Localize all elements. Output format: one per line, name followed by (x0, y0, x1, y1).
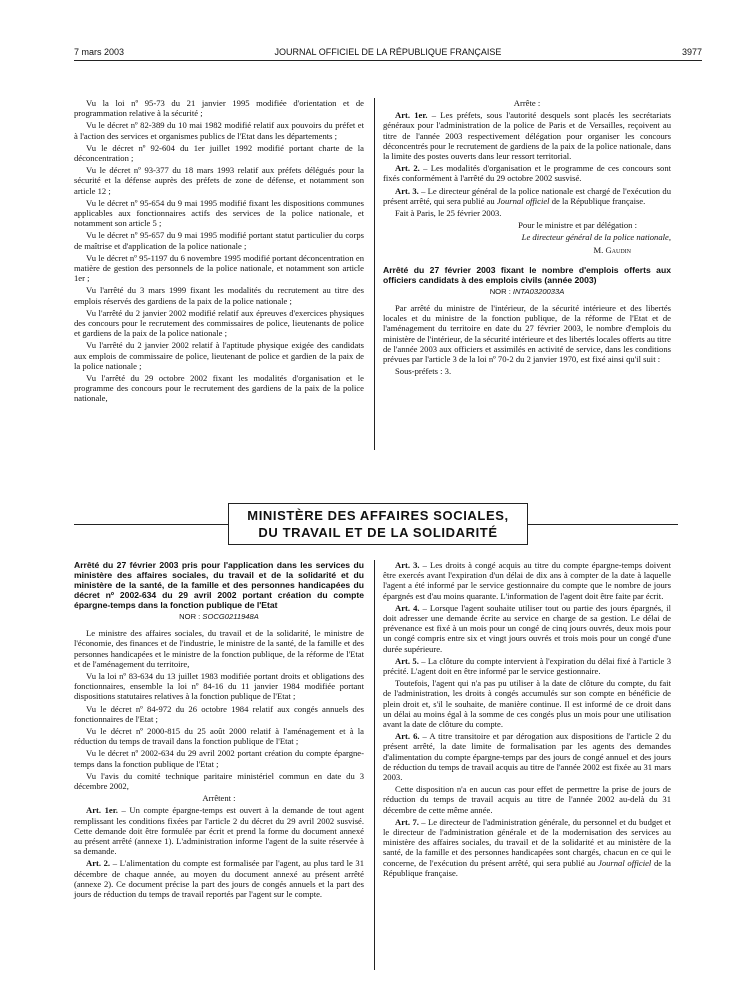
article-2 (74, 858, 364, 899)
arrete-title: Arrêté du 27 février 2003 fixant le nombre d'emplois offerts aux officiers candidats à des emplois civils (année 2003) (383, 264, 671, 285)
article-label: Art. 2. (86, 858, 111, 869)
article-text: – La clôture du compte intervient à l'expiration du délai fixé à l'article 3 précité. L'agent doit en être informé par le service gestionnaire. (383, 655, 671, 677)
nor-label: NOR : (179, 612, 203, 621)
ministry-rule-left (74, 524, 228, 525)
arretent-heading: Arrêtent : (202, 793, 236, 804)
header-page-number: 3977 (681, 47, 702, 57)
column-divider-bottom (374, 560, 375, 970)
visa-paragraph: Vu l'avis du comité technique paritaire ministériel commun en date du 3 décembre 2002, (74, 770, 364, 792)
article-text: de la République française. (383, 857, 671, 878)
visa-paragraph: Vu la loi nº 95-73 du 21 janvier 1995 modifiée d'orientation et de programmation relative à la sécurité ; (74, 98, 364, 119)
header-date: 7 mars 2003 (74, 47, 125, 57)
article-label: Art. 4. (395, 602, 420, 613)
article-label: Art. 1er. (395, 110, 428, 121)
visa-paragraph: Vu l'arrêté du 3 mars 1999 fixant les modalités du recrutement au titre des emplois réservés des gardiens de la paix de la police nationale ; (74, 285, 364, 306)
bottom-left-column (74, 560, 364, 901)
article-7 (383, 817, 671, 878)
visa-paragraph: Vu l'arrêté du 2 janvier 2002 modifié relatif aux épreuves d'exercices physiques des concours pour le recrutement des commissaires de police, lieutenants de police et gardiens de la paix de la police nationale ; (74, 307, 364, 339)
article-1 (74, 805, 364, 856)
article-label: Art. 7. (395, 816, 419, 827)
arrete-heading: Arrête : (513, 98, 541, 108)
visa-paragraph: Vu le décret nº 95-657 du 9 mai 1995 modifié portant statut particulier du corps de maîtrise et d'application de la police nationale ; (74, 230, 364, 251)
ministry-rule-right (528, 524, 678, 525)
nor-reference (74, 612, 364, 622)
top-left-column (74, 98, 364, 406)
article-label: Art. 3. (395, 185, 419, 196)
ministers-intro: Le ministre des affaires sociales, du travail et de la solidarité, le ministre de l'économie, des finances et de l'industrie, le ministre de la santé, de la famille et des personnes handicapées et le ministre de la fonction publique, de la réforme de l'Etat et de l'aménagement du territoire, (74, 628, 364, 669)
article-label: Art. 6. (395, 731, 420, 742)
article-text: – Les modalités d'organisation et le programme de ces concours sont fixés conformément à l'arrêté du 29 octobre 2002 susvisé. (383, 163, 672, 184)
delegation-line: Pour le ministre et par délégation : (518, 220, 637, 231)
header-journal-title: JOURNAL OFFICIEL DE LA RÉPUBLIQUE FRANÇAISE (274, 47, 502, 57)
article-label: Art. 2. (395, 163, 420, 174)
article-text: – L'alimentation du compte est formalisée par l'agent, au plus tard le 31 décembre de chaque année, au moyen du document annexé au présent arrêté (annexe 2). Ce document précise la part des jours de congés annuels et la part des jours de réduction du temps de travail reportés par l'agent sur le compte. (74, 858, 365, 900)
fait-a-paris: Fait à Paris, le 25 février 2003. (395, 208, 502, 219)
article-5 (383, 656, 671, 676)
article-4 (383, 603, 671, 654)
nor-code: SOCG0211948A (202, 612, 259, 621)
journal-officiel-ref: Journal officiel (496, 195, 550, 206)
article-text: – Le directeur général de la police nationale est chargé de l'exécution du présent arrêté, qui sera publié au (383, 185, 671, 206)
article-1 (383, 110, 671, 161)
article-text: – Le directeur de l'administration générale, du personnel et du budget et le directeur de l'administration générale et de la modernisation des services au ministère des affaires sociales, du travail et de la solidarité et au ministère de la santé, de la famille et des personnes handicapées sont chargés, chacun en ce qui le concerne, de l'exécution du présent arrêté, qui sera publié au (383, 816, 672, 868)
signer-name: M. Gaudin (593, 244, 631, 255)
nor-reference (383, 287, 671, 297)
visa-paragraph: Vu le décret nº 95-1197 du 6 novembre 1995 modifié portant déconcentration en matière de gestion des personnels de la police nationale, et notamment son article 1er ; (74, 252, 364, 284)
article-text: – Les droits à congé acquis au titre du compte épargne-temps doivent être exercés avant l'expiration d'un délai de dix ans à compter de la date à laquelle l'agent a été informé par le service gestionnaire du compte que le nombre de jours épargnés est d'au moins quarante. L'information de l'agent doit être faite par écrit. (383, 560, 671, 601)
page-header (74, 46, 702, 61)
article-2 (383, 163, 671, 183)
article-6 (383, 731, 671, 782)
article-text: – Lorsque l'agent souhaite utiliser tout ou partie des jours épargnés, il doit adresser une demande écrite au service en charge de sa gestion. Le délai de prévenance est fixé à un mois pour un congé de cinq jours ouvrés, deux mois pour un congé compris entre six et vingt jours ouvrés et trois mois pour un congé d'une durée supérieure. (383, 602, 672, 654)
article-3 (383, 560, 671, 601)
article-label: Art. 5. (395, 655, 419, 666)
article-label: Art. 3. (395, 560, 420, 570)
article-text: de la République française. (549, 195, 646, 206)
article-text: – A titre transitoire et par dérogation aux dispositions de l'article 2 du présent arrêté, la date limite de formalisation par les agents des demandes d'alimentation du compte épargne-temps par des jours de congé annuel et des jours de réduction du temps de travail acquis au titre de l'année 2002 est fixée au 31 mars 2003. (383, 731, 671, 783)
visa-paragraph: Vu la loi nº 83-634 du 13 juillet 1983 modifiée portant droits et obligations des fonctionnaires, ensemble la loi nº 84-16 du 11 janvier 1984 modifiée portant dispositions statutaires relatives à la fonction publique de l'Etat ; (74, 671, 364, 702)
visa-paragraph: Vu le décret nº 2000-815 du 25 août 2000 relatif à l'aménagement et à la réduction du temps de travail dans la fonction publique de l'Etat ; (74, 726, 364, 747)
bottom-right-column (383, 560, 671, 880)
visa-paragraph: Vu le décret nº 92-604 du 1er juillet 1992 modifié portant charte de la déconcentration ; (74, 142, 364, 164)
article-6-paragraph-2: Cette disposition n'a en aucun cas pour effet de permettre la prise de jours de réduction du temps de travail acquis au titre de l'année 2002 au-delà du 31 décembre de cette même année. (383, 784, 671, 815)
visa-paragraph: Vu le décret nº 82-389 du 10 mai 1982 modifié relatif aux pouvoirs du préfet et à l'action des services et organismes publics de l'Etat dans les départements ; (74, 120, 364, 141)
visa-paragraph: Vu l'arrêté du 29 octobre 2002 fixant les modalités d'organisation et le programme des concours pour le recrutement des gardiens de la paix de la police nationale, (74, 373, 364, 404)
visa-paragraph: Vu le décret nº 93-377 du 18 mars 1993 relatif aux préfets délégués pour la sécurité et la défense auprès des préfets de zone de défense, et notamment son article 12 ; (74, 165, 364, 196)
arrete-title: Arrêté du 27 février 2003 pris pour l'application dans les services du ministère des affaires sociales, du travail et de la solidarité et du ministère de la santé, de la famille et des personnes handicapées du décret nº 2002-634 du 29 avril 2002 portant création du compte épargne-temps dans la fonction publique de l'Etat (74, 560, 364, 610)
article-text: – Un compte épargne-temps est ouvert à la demande de tout agent remplissant les conditions fixées par l'article 2 du décret du 29 avril 2002 susvisé. Cette demande doit être formulée par écrit et prend la forme du document annexé au présent arrêté (annexe 1). L'administration informe l'agent de la suite réservée à sa demande. (74, 805, 364, 857)
article-3 (383, 186, 671, 206)
article-label: Art. 1er. (86, 805, 118, 816)
nor-label: NOR : (489, 286, 513, 296)
ministry-banner (228, 503, 528, 545)
ministry-line-1: MINISTÈRE DES AFFAIRES SOCIALES, (247, 508, 509, 523)
column-divider-top (374, 98, 375, 450)
arrete-body: Par arrêté du ministre de l'intérieur, de la sécurité intérieure et des libertés locales et du ministre de la fonction publique, de la réforme de l'Etat et de l'aménagement du territoire en date du 27 février 2003, le nombre d'emplois du ministère de l'intérieur, de la sécurité intérieure et des libertés locales offerts au titre de l'année 2003 aux officiers et assimilés en activité de service, dans les conditions prévues par l'article 3 de la loi nº 70-2 du 2 janvier 1970, est fixé ainsi qu'il suit : (383, 303, 671, 365)
journal-officiel-ref: Journal officiel (598, 857, 652, 868)
article-5-paragraph-2: Toutefois, l'agent qui n'a pas pu utiliser à la date de clôture du compte, du fait de l'administration, les droits à congés accumulés sur son compte en bénéficie de plein droit et, s'il le souhaite, de manière continue. Il est informé de ce droit dans un délai au moins égal à la somme de ces congés plus un mois pour une utilisation avant la date de clôture du compte. (383, 678, 671, 730)
visa-paragraph: Vu le décret nº 95-654 du 9 mai 1995 modifié fixant les dispositions communes applicables aux fonctionnaires actifs des services de la police nationale, et notamment son article 5 ; (74, 197, 364, 229)
top-right-column (383, 98, 671, 378)
sous-prefets-count: Sous-préfets : 3. (395, 366, 452, 377)
signer-title: Le directeur général de la police nationale, (521, 232, 671, 243)
article-text: – Les préfets, sous l'autorité desquels sont placés les secrétariats généraux pour l'administration de la police de Paris et de Versailles, reçoivent au titre de l'année 2003 respectivement délégation pour organiser les concours déconcentrés pour le recrutement de gardiens de la paix de la police nationale, dans la limite des postes ouverts dans leur ressort territorial. (383, 110, 671, 162)
visa-paragraph: Vu le décret nº 84-972 du 26 octobre 1984 relatif aux congés annuels des fonctionnaires de l'Etat ; (74, 703, 364, 724)
nor-code: INTA0320033A (512, 286, 565, 296)
ministry-line-2: DU TRAVAIL ET DE LA SOLIDARITÉ (258, 525, 498, 540)
visa-paragraph: Vu le décret nº 2002-634 du 29 avril 2002 portant création du compte épargne-temps dans la fonction publique de l'Etat ; (74, 748, 364, 769)
visa-paragraph: Vu l'arrêté du 2 janvier 2002 relatif à l'aptitude physique exigée des candidats aux emplois de commissaire de police, lieutenant de police et gardien de la paix de la police nationale ; (74, 340, 364, 371)
